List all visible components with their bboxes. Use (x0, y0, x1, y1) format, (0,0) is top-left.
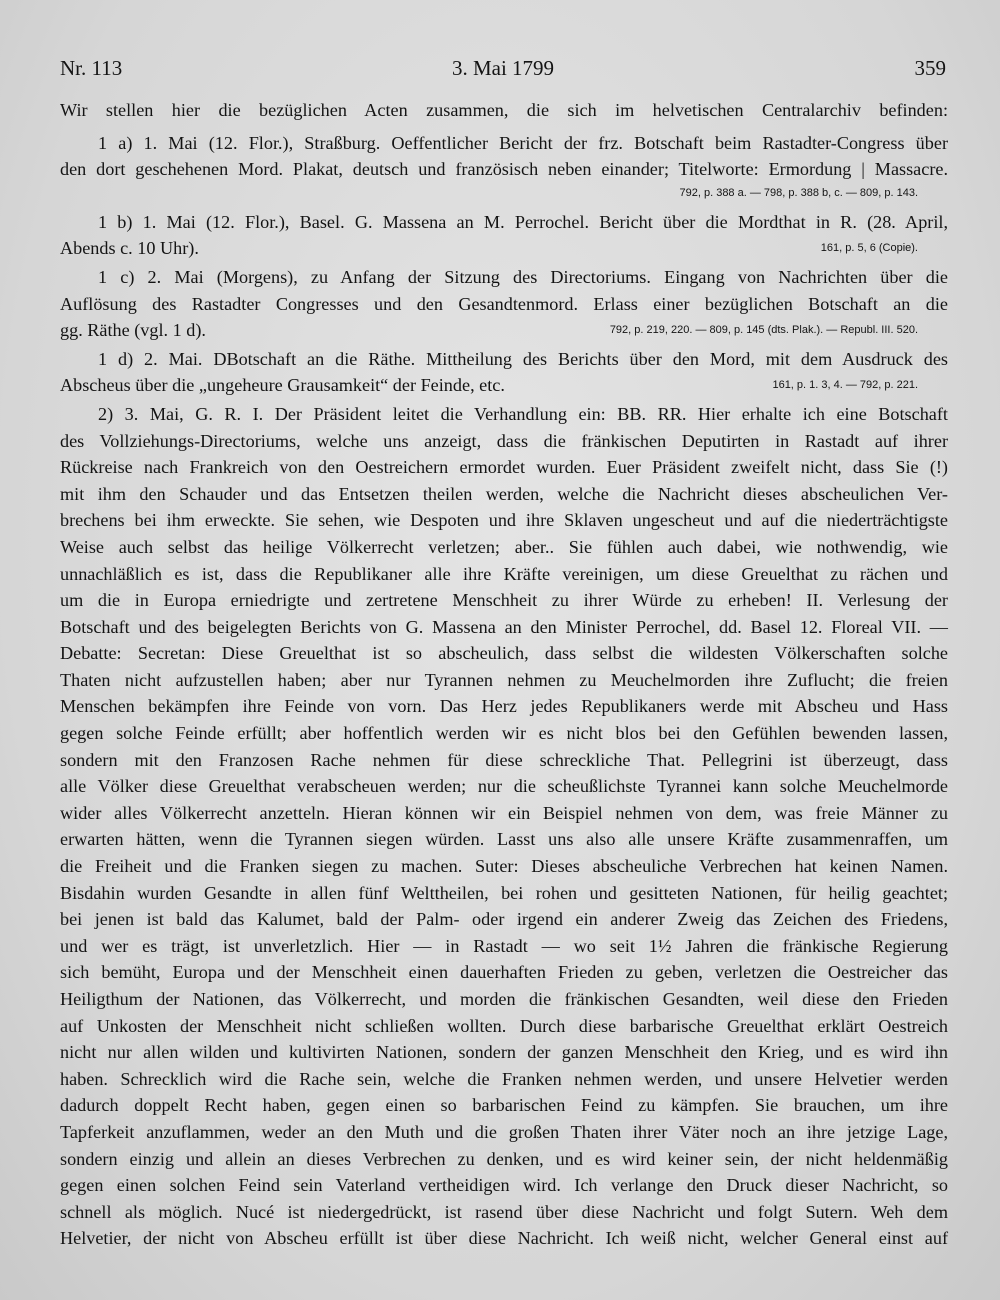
entry-2-line: Debatte: Secretan: Diese Greuelthat ist so abscheulich, dass selbst die wildesten Völkerschaften solche (60, 643, 948, 664)
entry-2-line: um die in Europa erniedrigte und zertretene Menschheit zu ihrer Würde zu erheben! II. Verlesung der (60, 590, 948, 611)
entry-1a-reference: 792, p. 388 a. — 798, p. 388 b, c. — 809, p. 143. (679, 186, 918, 199)
intro-paragraph: Wir stellen hier die bezüglichen Acten zusammen, die sich im helvetischen Centralarchiv befinden: (60, 100, 948, 120)
entry-1d (60, 346, 948, 395)
entry-2-line: Bisdahin wurden Gesandte in allen fünf Welttheilen, bei rohen und gesitteten Nationen, für heilig geachtet; (60, 882, 948, 903)
entry-2-line: wider alles Völkerrecht anzetteln. Hieran können wir ein Beispiel nehmen von dem, was freie Männer zu (60, 802, 948, 823)
entry-2-line: bei jenen ist bald das Kalumet, bald der Palm- oder irgend ein anderer Zweig das Zeichen des Friedens, (60, 909, 948, 930)
header-date: 3. Mai 1799 (451, 56, 555, 80)
page-header (60, 56, 946, 86)
entry-2-line: die Freiheit und die Franken siegen zu machen. Suter: Dieses abscheuliche Verbrechen hat keinen Namen. (60, 856, 948, 877)
entry-2-line: 2) 3. Mai, G. R. I. Der Präsident leitet die Verhandlung ein: BB. RR. Hier erhalte ich eine Botschaft (98, 403, 948, 424)
entry-2-line: Menschen bekämpfen ihre Feinde von vorn. Das Herz jedes Republikaners werde mit Abscheu und Hass (60, 696, 948, 717)
entry-2-line: mit ihm den Schauder und das Entsetzen theilen werden, welche die Nachricht dieses abscheulichen Ver- (60, 483, 948, 504)
entry-2-line: schnell als möglich. Nucé ist niedergedrückt, ist rasend über diese Nachricht und folgt Sutern. Weh dem (60, 1201, 948, 1222)
entry-2-line: sich bemüht, Europa und der Menschheit einen dauerhaften Frieden zu geben, verletzen die Oestreicher das (60, 962, 948, 983)
entry-1c-line: gg. Räthe (vgl. 1 d). (60, 320, 206, 341)
entry-2-line: Botschaft und des beigelegten Berichts von G. Massena an den Minister Perrochel, dd. Basel 12. Floreal VII. — (60, 616, 948, 637)
entry-2-line: auf Unkosten der Menschheit nicht schließen wollten. Durch diese barbarische Greuelthat erklärt Oestreich (60, 1015, 948, 1036)
document-number: Nr. 113 (60, 56, 123, 80)
entry-2-line: Tapferkeit anzuflammen, weder an den Muth und die großen Thaten ihrer Väter noch an ihre jetzige Lage, (60, 1121, 948, 1142)
entry-1c-reference: 792, p. 219, 220. — 809, p. 145 (dts. Plak.). — Republ. III. 520. (609, 323, 918, 336)
entry-2-line: Heiligthum der Nationen, das Völkerrecht, und morden die fränkischen Gesandten, weil diese den Frieden (60, 989, 948, 1009)
entry-2 (60, 401, 948, 1252)
entry-2-line: und wer es trägt, ist unverletzlich. Hier — in Rastadt — wo seit 1½ Jahren die fränkische Regierung (60, 935, 948, 956)
entry-1a-line: 1 a) 1. Mai (12. Flor.), Straßburg. Oeffentlicher Bericht der frz. Botschaft beim Rastadter-Congress über (98, 132, 948, 153)
entry-1c (60, 264, 948, 340)
entry-1d-line: 1 d) 2. Mai. DBotschaft an die Räthe. Mittheilung des Berichts über den Mord, mit dem Ausdruck des (98, 348, 948, 369)
page-number: 359 (914, 56, 946, 80)
entry-2-line: gegen einen solchen Feind sein Vaterland vertheidigen wird. Ich verlange den Druck dieser Nachricht, so (60, 1175, 948, 1196)
entry-1b (60, 209, 948, 258)
entry-2-line: Weise auch selbst das heilige Völkerrecht verletzen; aber.. Sie fühlen auch dabei, wie nothwendig, wie (60, 536, 948, 557)
entry-2-line: Rückreise nach Frankreich von den Oestreichern ermordet wurden. Euer Präsident zweifelt nicht, dass Sie (!) (60, 457, 948, 478)
entry-1b-reference: 161, p. 5, 6 (Copie). (820, 241, 918, 254)
entry-2-line: gegen solche Feinde erfüllt; aber hoffentlich werden wir es nicht blos bei den Gefühlen bewenden lassen, (60, 723, 948, 744)
entry-2-line: sondern einzig und allein an dieses Verbrechen zu denken, und es wird keiner sein, der nicht heldenmäßig (60, 1148, 948, 1169)
entry-2-line: dadurch doppelt Recht haben, gegen einen so barbarischen Feind zu kämpfen. Sie brauchen, um ihre (60, 1095, 948, 1116)
entry-2-line: unnachläßlich es ist, dass die Republikaner alle ihre Kräfte vereinigen, um diese Greuelthat zu rächen und (60, 563, 948, 584)
entry-1c-line: Auflösung des Rastadter Congresses und den Gesandtenmord. Erlass einer bezüglichen Botschaft an die (60, 293, 948, 314)
entry-2-line: des Vollziehungs-Directoriums, welche uns anzeigt, dass die fränkischen Deputirten in Rastadt auf ihrer (60, 430, 948, 451)
entry-2-line: sondern mit den Franzosen Rache nehmen für diese schreckliche That. Pellegrini ist überzeugt, dass (60, 749, 948, 770)
document-body (60, 97, 948, 1252)
entry-2-line: Thaten nicht aufzustellen haben; aber nur Tyrannen nehmen zu Meuchelmorden ihre Zuflucht; die freien (60, 669, 948, 690)
entry-2-line: brechens bei ihm erweckte. Sie sehen, wie Despoten und ihre Sklaven ungescheut und auf die niederträchtigste (60, 510, 948, 531)
entry-2-line: alle Völker diese Greuelthat verabscheuen werden; nur die scheußlichste Tyrannei kann solche Meuchelmorde (60, 776, 948, 797)
entry-1b-line: 1 b) 1. Mai (12. Flor.), Basel. G. Massena an M. Perrochel. Bericht über die Mordthat in R. (28. April, (98, 211, 948, 232)
entry-1d-line: Abscheus über die „ungeheure Grausamkeit“ der Feinde, etc. (60, 375, 505, 396)
entry-2-line: nicht nur allen wilden und kultivirten Nationen, sondern der ganzen Menschheit den Krieg, und es wird ihn (60, 1042, 948, 1063)
entry-2-line: haben. Schrecklich wird die Rache sein, welche die Franken nehmen werden, und unsere Helvetier werden (60, 1068, 948, 1089)
entry-2-line: erwarten hätten, wenn die Tyrannen siegen würden. Lasst uns also alle unsere Kräfte zusammenraffen, um (60, 829, 948, 850)
entry-1a-line: den dort geschehenen Mord. Plakat, deutsch und französisch neben einander; Titelworte: Ermordung | Massacre. (60, 159, 948, 180)
entry-1b-text: Abends c. 10 Uhr). (60, 238, 199, 259)
entry-1c-line: 1 c) 2. Mai (Morgens), zu Anfang der Sitzung des Directoriums. Eingang von Nachrichten über die (98, 266, 948, 287)
entry-1d-reference: 161, p. 1. 3, 4. — 792, p. 221. (772, 378, 918, 391)
entry-1a (60, 130, 948, 203)
entry-2-line: Helvetier, der nicht von Abscheu erfüllt ist über diese Nachricht. Ich weiß nicht, welcher General einst auf (60, 1228, 948, 1249)
